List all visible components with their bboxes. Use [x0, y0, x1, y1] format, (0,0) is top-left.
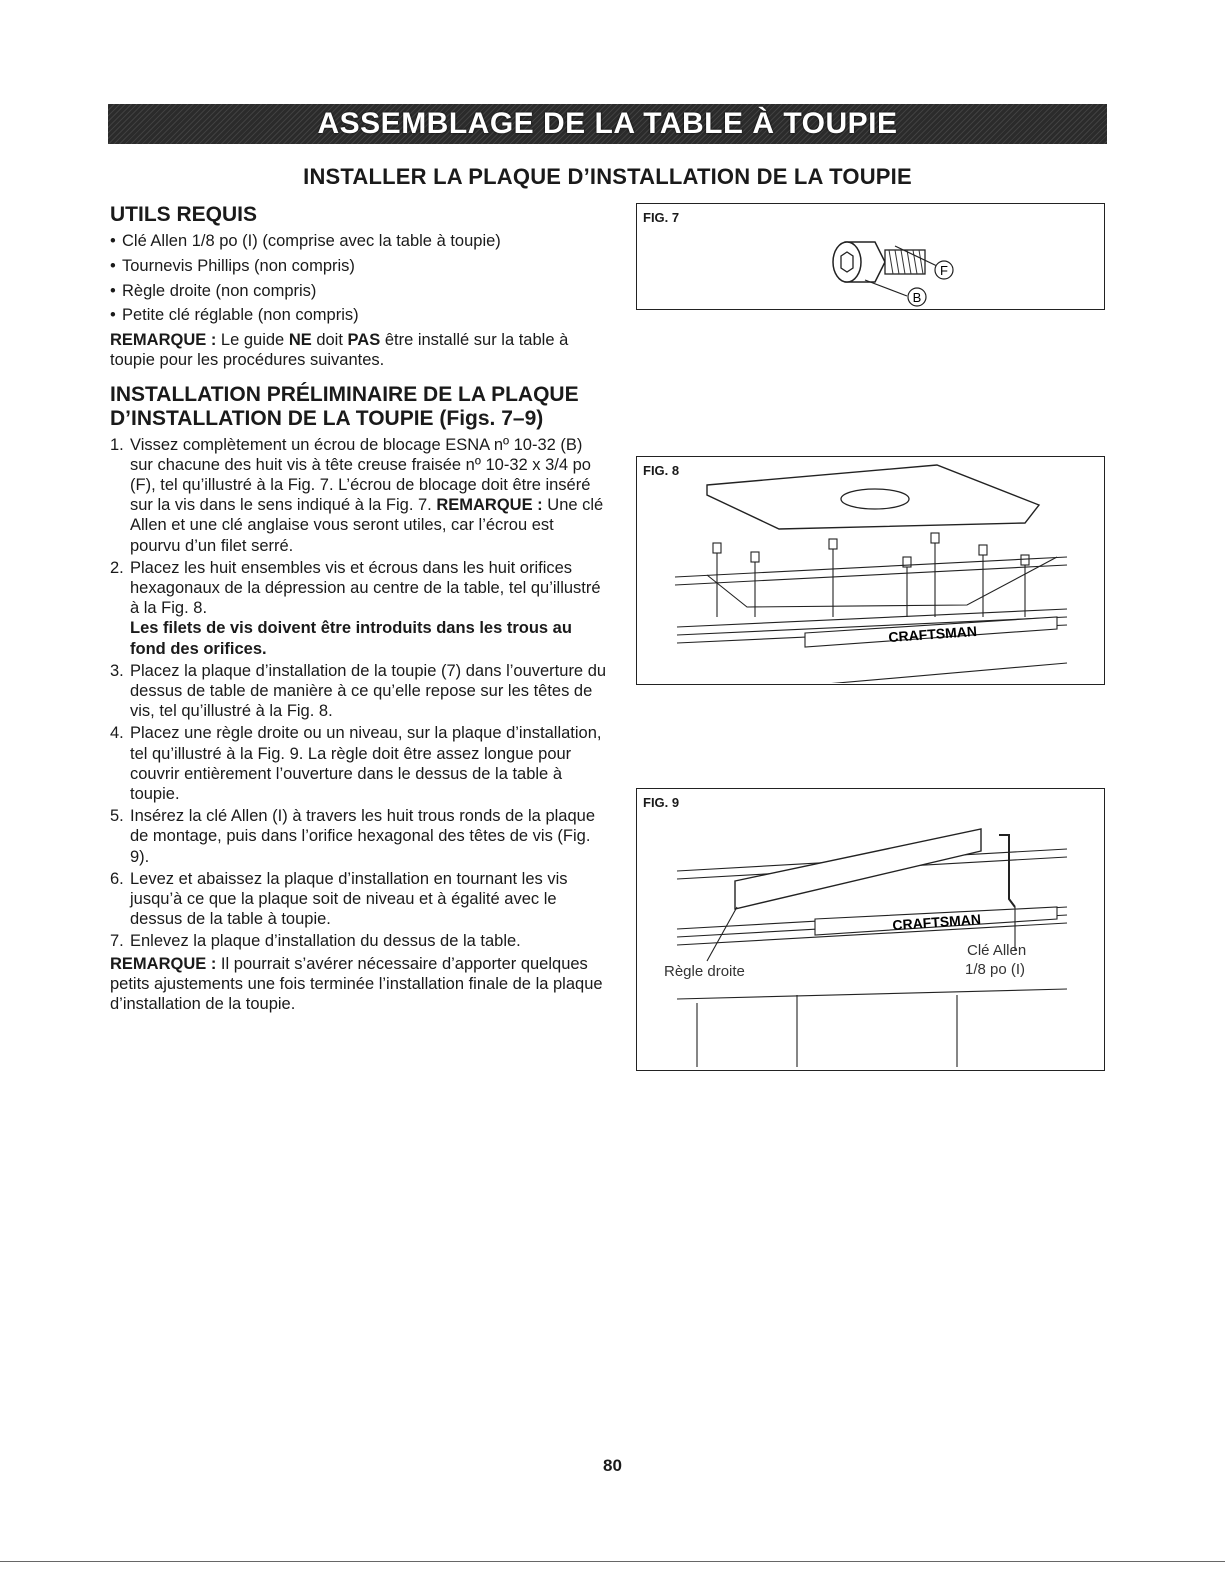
- straightedge: [735, 829, 981, 909]
- note-text: être installé sur la table à toupie pour les procédures suivantes.: [110, 331, 569, 370]
- page-subtitle: INSTALLER LA PLAQUE D’INSTALLATION DE LA TOUPIE: [303, 164, 912, 189]
- callout-allen-key-line1: Clé Allen: [967, 942, 1027, 959]
- page-number: 80: [603, 1456, 622, 1475]
- step-item: [110, 723, 608, 804]
- tools-note: [110, 330, 608, 370]
- steps-list: [110, 435, 608, 952]
- step-text: Vissez complètement un écrou de blocage ESNA nº 10-32 (B) sur chacune des huit vis à tête creuse fraisée nº 10-32 x 3/4 po (F), tel qu’illustré à la Fig. 7. L’écrou de blocage doit être inséré sur la vis dans le sens indiqué à la Fig. 7.: [130, 435, 591, 515]
- step-number: 5.: [110, 807, 124, 826]
- instructions-column: [110, 203, 608, 1014]
- step-number: 3.: [110, 661, 124, 680]
- callout-ruler: Règle droite: [664, 963, 745, 980]
- tools-heading: UTILS REQUIS: [110, 203, 258, 226]
- step-text: Placez une règle droite ou un niveau, sur la plaque d’installation, tel qu’illustré à la Fig. 9. La règle doit être assez longue pour couvrir entièrement l’ouverture dans le dessus de la table à toupie.: [130, 724, 602, 804]
- page-bottom-rule: [0, 1561, 1225, 1562]
- step-emphasis: REMARQUE :: [436, 496, 543, 515]
- figure-9: [636, 788, 1105, 1071]
- screw-face: [833, 242, 861, 282]
- step-item: [110, 661, 608, 722]
- note-emphasis: NE: [288, 331, 312, 350]
- section-banner: [108, 104, 1107, 144]
- figure-7-label: FIG. 7: [643, 210, 680, 225]
- allen-key: [999, 835, 1015, 907]
- brand-strip: [805, 617, 1057, 647]
- callout-f: F: [940, 263, 948, 278]
- section2-heading: INSTALLATION PRÉLIMINAIRE DE LA PLAQUE D’INSTALLATION DE LA TOUPIE (Figs. 7–9): [110, 382, 579, 430]
- step-text: Insérez la clé Allen (I) à travers les huit trous ronds de la plaque de montage, puis dans l’orifice hexagonal des têtes de vis (Fig. 9).: [130, 807, 595, 866]
- step-number: 2.: [110, 558, 124, 577]
- step-warning: Les filets de vis doivent être introduits dans les trous au fond des orifices.: [130, 619, 572, 658]
- tool-item: • Petite clé réglable (non compris): [110, 305, 608, 325]
- step-text: Une clé Allen et une clé anglaise vous seront utiles, car l’écrou est pourvu d’un filet serré.: [130, 496, 604, 555]
- step-number: 7.: [110, 932, 124, 951]
- figure-8: [636, 456, 1105, 685]
- tool-item: • Tournevis Phillips (non compris): [110, 256, 608, 276]
- figure-9-label: FIG. 9: [643, 795, 680, 810]
- final-note: [110, 954, 608, 1015]
- step-text: Enlevez la plaque d’installation du dessus de la table.: [130, 932, 521, 951]
- figure-8-illustration: [637, 457, 1103, 683]
- note-text: doit: [311, 331, 348, 350]
- figure-7: [636, 203, 1105, 310]
- note-emphasis: PAS: [347, 331, 381, 350]
- step-text: Placez les huit ensembles vis et écrous dans les huit orifices hexagonaux de la dépression au centre de la table, tel qu’illustré à la Fig. 8.: [130, 558, 601, 618]
- brand-text: CRAFTSMAN: [887, 622, 978, 646]
- step-number: 6.: [110, 869, 124, 888]
- step-number: 4.: [110, 724, 124, 743]
- figure-8-label: FIG. 8: [643, 463, 680, 478]
- step-text: Placez la plaque d’installation de la toupie (7) dans l’ouverture du dessus de table de manière à ce qu’elle repose sur les têtes de vis, tel qu’illustré à la Fig. 8.: [130, 661, 607, 721]
- step-item: [110, 435, 608, 556]
- note-text: Le guide: [216, 331, 289, 350]
- callout-b-leader: [865, 280, 907, 296]
- figure-9-illustration: [637, 789, 1103, 1069]
- tool-item: • Clé Allen 1/8 po (I) (comprise avec la table à toupie): [110, 231, 608, 251]
- step-item: [110, 806, 608, 867]
- callout-allen-key-line2: 1/8 po (I): [965, 961, 1026, 978]
- step-item: [110, 558, 608, 659]
- note-text: Il pourrait s’avérer nécessaire d’apporter quelques petits ajustements une fois terminée l’installation finale de la plaque d’installation de la toupie.: [110, 954, 603, 1014]
- step-text: Levez et abaissez la plaque d’installation en tournant les vis jusqu’à ce que la plaque soit de niveau et à égalité avec le dessus de la table à toupie.: [130, 869, 568, 929]
- tool-item: • Règle droite (non compris): [110, 281, 608, 301]
- brand-text: CRAFTSMAN: [891, 910, 982, 934]
- callout-b: B: [912, 290, 922, 305]
- step-item: [110, 869, 608, 930]
- plate-opening: [841, 489, 909, 509]
- figure-7-illustration: [637, 204, 1103, 308]
- step-number: 1.: [110, 435, 124, 454]
- note-label: REMARQUE :: [110, 954, 217, 973]
- step-item: [110, 931, 608, 951]
- note-label: REMARQUE :: [110, 331, 217, 350]
- tools-list: [110, 231, 608, 326]
- banner-title: ASSEMBLAGE DE LA TABLE À TOUPIE: [317, 107, 898, 140]
